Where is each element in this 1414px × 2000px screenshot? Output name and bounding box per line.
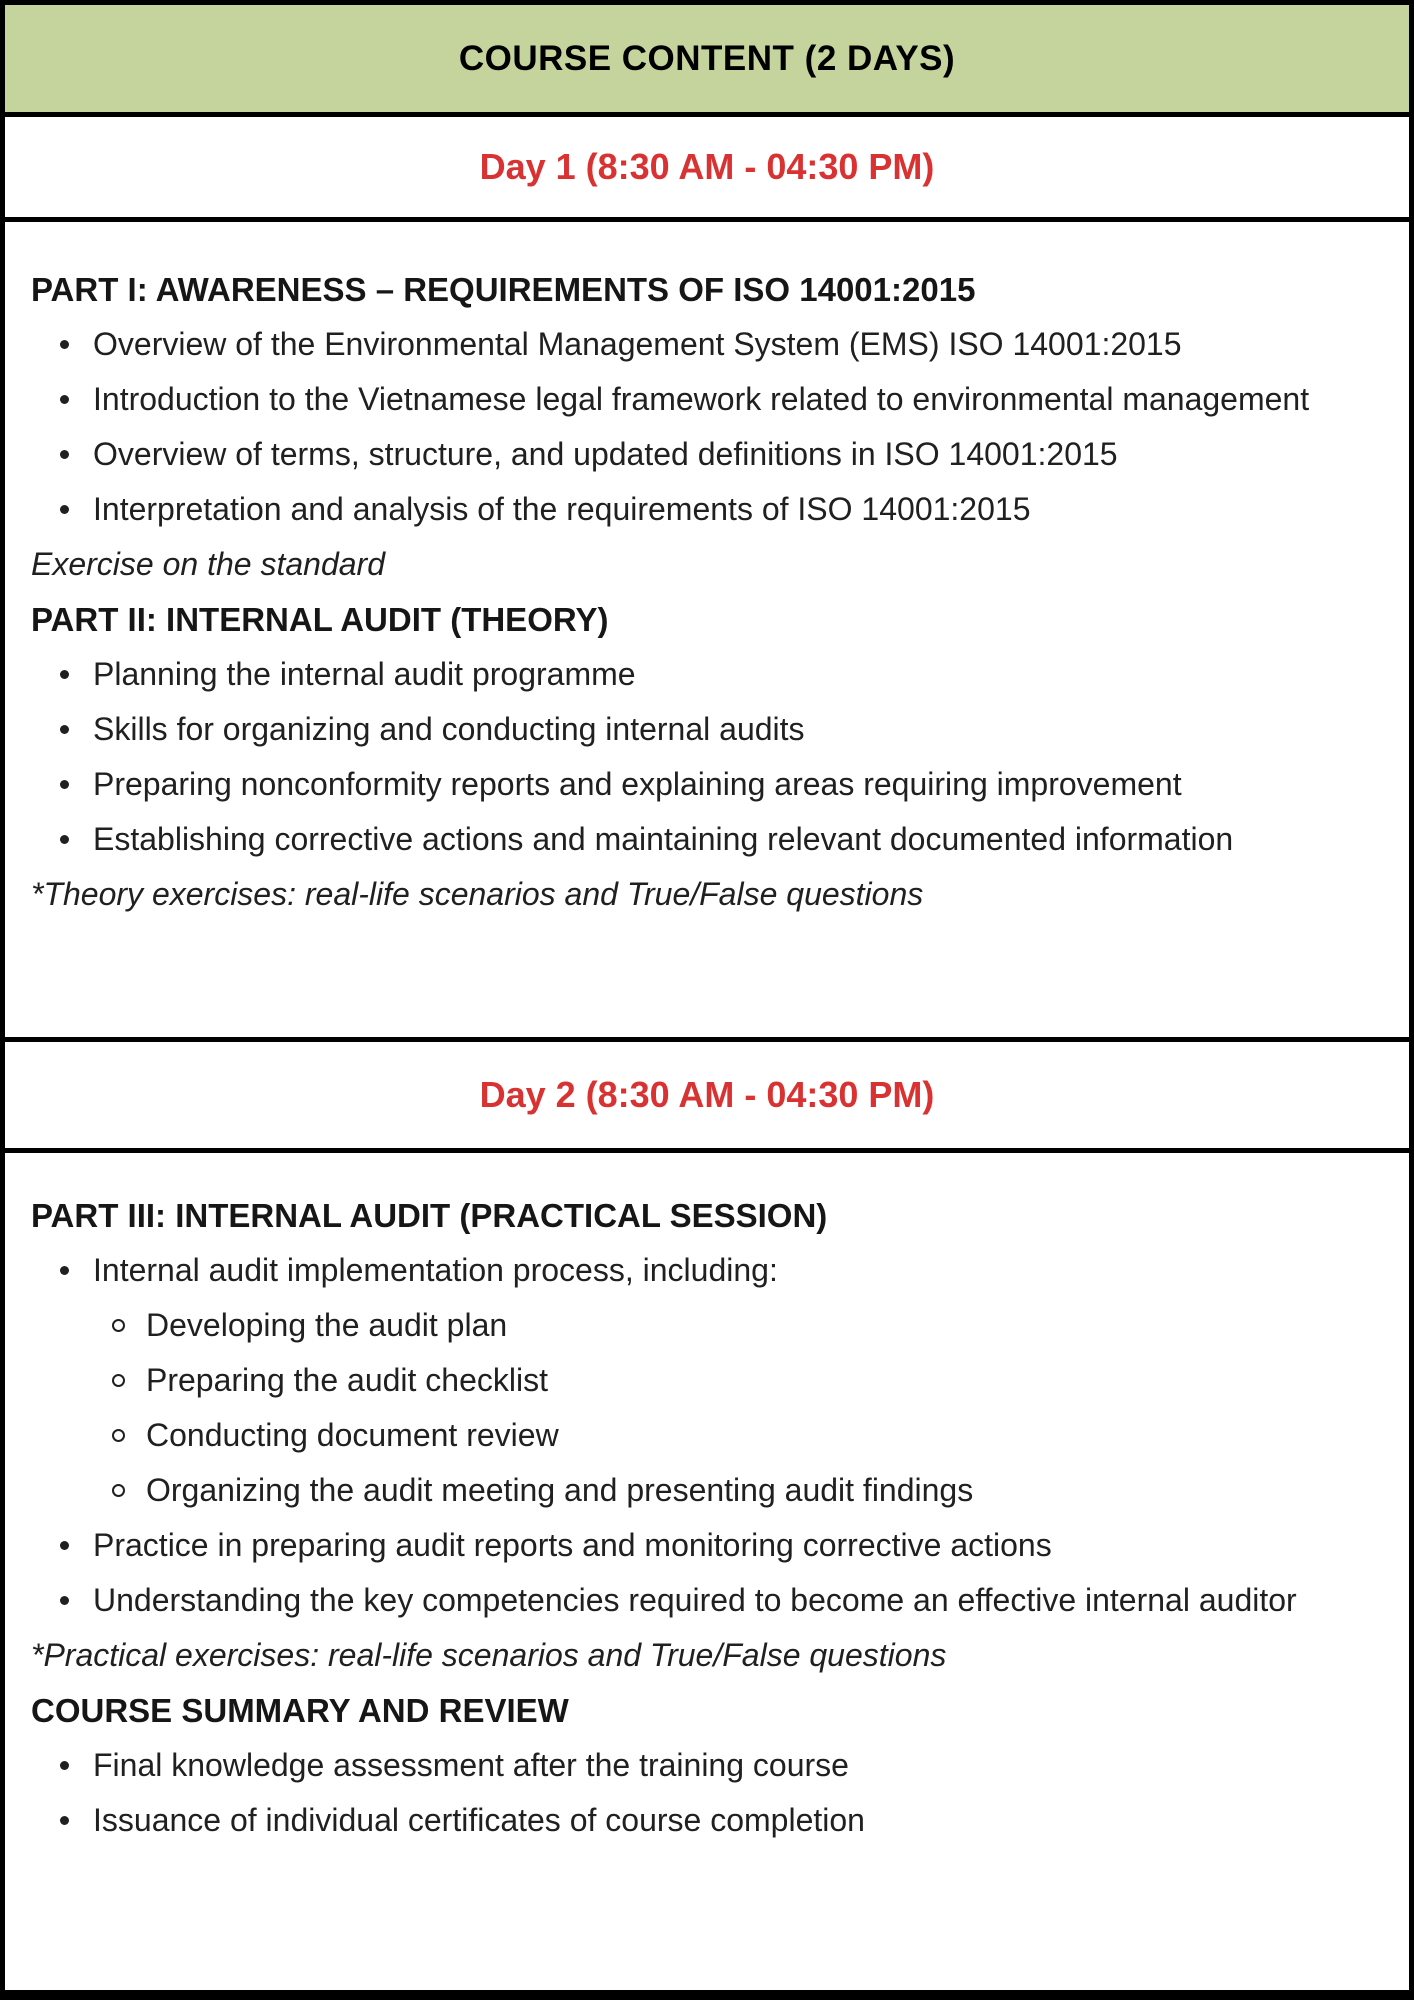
day1-banner-row (5, 112, 1409, 217)
bullet-icon (60, 340, 69, 349)
bullet-icon (60, 835, 69, 844)
list-item (31, 1243, 1383, 1298)
list-item (31, 1793, 1383, 1848)
section-heading-summary: COURSE SUMMARY AND REVIEW (31, 1692, 569, 1729)
list-item-text: Introduction to the Vietnamese legal framework related to environmental management (93, 381, 1310, 417)
list-item (31, 482, 1383, 537)
list-item-text: Preparing nonconformity reports and explaining areas requiring improvement (93, 766, 1182, 802)
bullet-icon (60, 505, 69, 514)
section-heading-part3: PART III: INTERNAL AUDIT (PRACTICAL SESSION) (31, 1197, 828, 1234)
day1-banner-label: Day 1 (8:30 AM - 04:30 PM) (479, 146, 935, 187)
list-item-text: Interpretation and analysis of the requirements of ISO 14001:2015 (93, 491, 1031, 527)
list-item (31, 317, 1383, 372)
sub-list-item (31, 1408, 1383, 1463)
circle-bullet-icon (112, 1484, 125, 1497)
day2-content-row (5, 1148, 1409, 1990)
list-item (31, 1573, 1383, 1628)
exercise-note: Exercise on the standard (31, 546, 385, 582)
day2-banner-row (5, 1037, 1409, 1148)
bullet-icon (60, 725, 69, 734)
list-item (31, 1738, 1383, 1793)
sub-list-item-text: Organizing the audit meeting and presenting audit findings (146, 1472, 974, 1508)
sub-list-item (31, 1298, 1383, 1353)
page-title: COURSE CONTENT (2 DAYS) (458, 38, 956, 78)
list-item (31, 1518, 1383, 1573)
list-item (31, 757, 1383, 812)
bullet-icon (60, 1761, 69, 1770)
bullet-icon (60, 1266, 69, 1275)
list-item-text: Overview of the Environmental Management System (EMS) ISO 14001:2015 (93, 326, 1182, 362)
sub-list-item-text: Conducting document review (146, 1417, 559, 1453)
list-item-text: Understanding the key competencies required to become an effective internal auditor (93, 1582, 1297, 1618)
practical-exercises-note: *Practical exercises: real-life scenarios and True/False questions (31, 1637, 947, 1673)
list-item (31, 702, 1383, 757)
list-item-text: Overview of terms, structure, and updated definitions in ISO 14001:2015 (93, 436, 1118, 472)
day1-content-row (5, 217, 1409, 1037)
list-item (31, 372, 1383, 427)
sub-list-item-text: Developing the audit plan (146, 1307, 508, 1343)
list-item-text: Internal audit implementation process, including: (93, 1252, 778, 1288)
section-heading-part1: PART I: AWARENESS – REQUIREMENTS OF ISO 14001:2015 (31, 271, 976, 308)
list-item-text: Final knowledge assessment after the training course (93, 1747, 849, 1783)
list-item (31, 812, 1383, 867)
sub-list-item (31, 1463, 1383, 1518)
list-item-text: Establishing corrective actions and maintaining relevant documented information (93, 821, 1234, 857)
circle-bullet-icon (112, 1374, 125, 1387)
bullet-icon (60, 1596, 69, 1605)
bullet-icon (60, 1816, 69, 1825)
list-item-text: Planning the internal audit programme (93, 656, 636, 692)
theory-exercises-note: *Theory exercises: real-life scenarios and True/False questions (31, 876, 924, 912)
circle-bullet-icon (112, 1319, 125, 1332)
bullet-icon (60, 450, 69, 459)
table-header-row (5, 5, 1409, 112)
list-item (31, 427, 1383, 482)
section-heading-part2: PART II: INTERNAL AUDIT (THEORY) (31, 601, 609, 638)
sub-list-item-text: Preparing the audit checklist (146, 1362, 548, 1398)
list-item-text: Issuance of individual certificates of course completion (93, 1802, 865, 1838)
day2-banner-label: Day 2 (8:30 AM - 04:30 PM) (479, 1074, 935, 1115)
list-item (31, 647, 1383, 702)
bullet-icon (60, 670, 69, 679)
sub-list-item (31, 1353, 1383, 1408)
list-item-text: Skills for organizing and conducting internal audits (93, 711, 805, 747)
list-item-text: Practice in preparing audit reports and monitoring corrective actions (93, 1527, 1052, 1563)
bullet-icon (60, 780, 69, 789)
circle-bullet-icon (112, 1429, 125, 1442)
bullet-icon (60, 1541, 69, 1550)
bullet-icon (60, 395, 69, 404)
